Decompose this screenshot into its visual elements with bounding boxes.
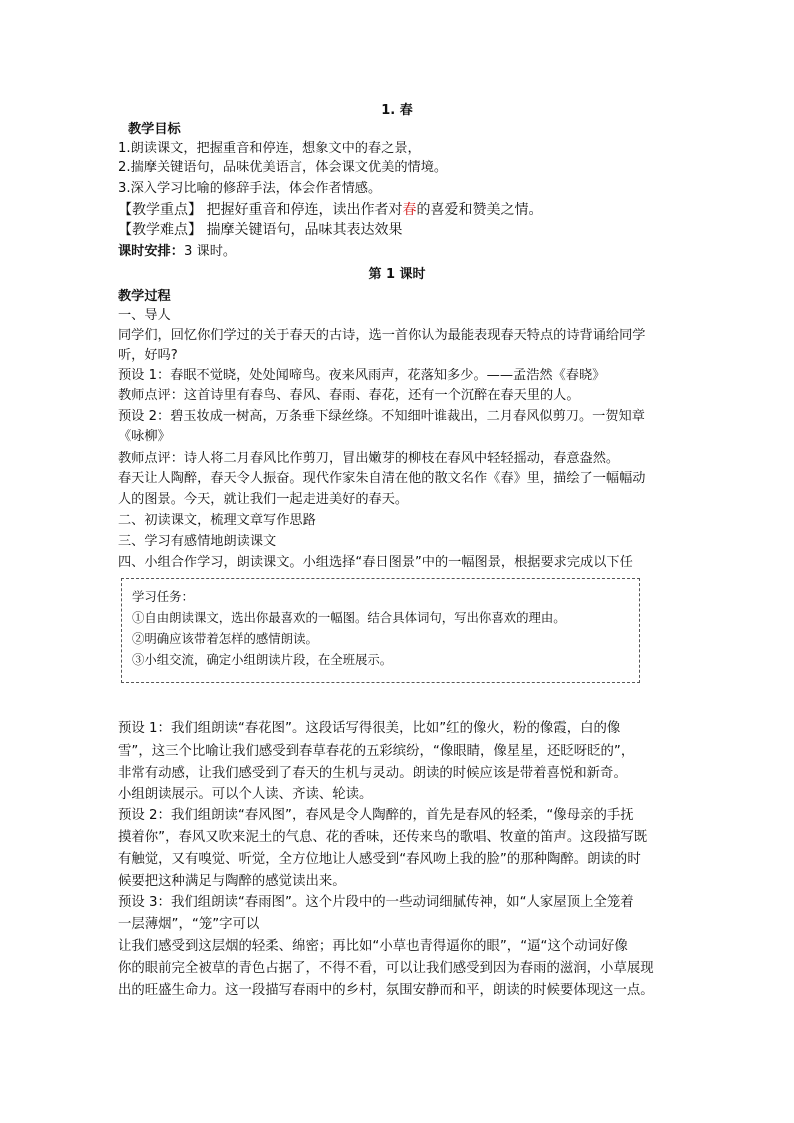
discussion-line: 摸着你”，春风又吹来泥土的气息、花的香味，还传来鸟的歌唱、牧童的笛声。这段描写既 xyxy=(118,830,648,845)
discussion-line: 有触觉，又有嗅觉、听觉，全方位地让人感受到“春风吻上我的脸”的那种陶醉。朗读的时 xyxy=(118,852,641,867)
task-item-1: ①自由朗读课文，选出你最喜欢的一幅图。结合具体词句，写出你喜欢的理由。 xyxy=(132,610,566,625)
lead-text: 春天让人陶醉，春天令人振奋。现代作家朱自清在他的散文名作《春》里，描绘了一幅幅动 xyxy=(118,471,646,486)
discussion-line: 小组朗读展示。可以个人读、齐读、轮读。 xyxy=(118,787,373,802)
difficulty-text: 揣摩关键语句，品味其表达效果 xyxy=(202,222,403,238)
objective-item-3: 3.深入学习比喻的修辞手法，体会作者情感。 xyxy=(118,181,382,196)
intro-text: 同学们，回忆你们学过的关于春天的古诗，选一首你认为最能表现春天特点的诗背诵给同学 xyxy=(118,328,646,343)
preset-2-cont: 《咏柳》 xyxy=(118,429,171,444)
process-heading: 教学过程 xyxy=(118,289,171,304)
discussion-line: 预设 2：我们组朗读“春风图”，春风是令人陶醉的，首先是春风的轻柔，“像母亲的手抚 xyxy=(118,808,634,823)
discussion-line: 预设 1：我们组朗读“春花图”。这段话写得很美，比如”红的像火，粉的像霞，白的像 xyxy=(118,721,621,736)
discussion-line: 让我们感受到这层烟的轻柔、绵密；再比如“小草也青得逼你的眼”，“逼“这个动词好像 xyxy=(118,939,628,954)
task-item-2: ②明确应该带着怎样的感情朗读。 xyxy=(132,631,318,646)
discussion-line: 一层薄烟”，“笼”字可以 xyxy=(118,917,260,932)
objectives-heading: 教学目标 xyxy=(128,122,181,137)
schedule-line xyxy=(118,242,678,261)
lead-text-cont: 人的图景。今天，就让我们一起走进美好的春天。 xyxy=(118,492,409,507)
section-intro: 一、导人 xyxy=(118,308,171,323)
objective-item-2: 2.揣摩关键语句，品味优美语言，体会课文优美的情境。 xyxy=(118,160,448,175)
schedule-label: 课时安排： xyxy=(118,244,184,259)
task-item-3: ③小组交流，确定小组朗读片段，在全班展示。 xyxy=(132,652,393,667)
comment-2: 教师点评：诗人将二月春风比作剪刀，冒出嫩芽的柳枝在春风中轻轻摇动，春意盎然。 xyxy=(118,451,620,466)
preset-2: 预设 2：碧玉妆成一树高，万条垂下绿丝绦。不知细叶谁裁出，二月春风似剪刀。一贺知章 xyxy=(118,409,645,424)
discussion-line: 你的眼前完全被草的青色占据了，不得不看，可以让我们感受到因为春雨的滋润，小草展现 xyxy=(118,961,654,976)
difficulty-label: 【教学难点】 xyxy=(118,222,202,238)
section-emotional-reading: 三、学习有感情地朗读课文 xyxy=(118,534,277,549)
objective-item-1: 1.朗读课文，把握重音和停连，想象文中的春之景， xyxy=(118,141,421,156)
document-title: 1. 春 xyxy=(381,103,413,118)
discussion-line: 雪”，这三个比喻让我们感受到春草春花的五彩缤纷，“像眼睛，像星星，还眨呀眨的”， xyxy=(118,744,635,759)
intro-text-cont: 听，好吗? xyxy=(118,348,178,363)
comment-1: 教师点评：这首诗里有春鸟、春风、春雨、春花，还有一个沉醉在春天里的人。 xyxy=(118,388,580,403)
section-first-reading: 二、初读课文，梳理文章写作思路 xyxy=(118,513,316,528)
key-point-line xyxy=(118,201,678,220)
section-group-study: 四、小组合作学习，朗读课文。小组选择“春日图景”中的一幅图景，根据要求完成以下任 xyxy=(118,555,633,570)
discussion-line: 预设 3：我们组朗读“春雨图”。这个片段中的一些动词细腻传神，如“人家屋顶上全笼着 xyxy=(118,895,634,910)
difficulty-line xyxy=(118,221,678,240)
key-point-text-end: 的喜爱和赞美之情。 xyxy=(416,202,543,218)
key-point-highlight: 春 xyxy=(402,202,417,218)
lesson-heading: 第 1 课时 xyxy=(368,267,426,282)
task-box-label: 学习任务： xyxy=(132,589,194,604)
preset-1: 预设 1：春眠不觉晓，处处闻啼鸟。夜来风雨声，花落知多少。——孟浩然《春晓》 xyxy=(118,368,606,383)
discussion-line: 候要把这种满足与陶醉的感觉读出来。 xyxy=(118,874,346,889)
discussion-line: 非常有动感，让我们感受到了春天的生机与灵动。朗读的时候应该是带着喜悦和新奇。 xyxy=(118,766,627,781)
schedule-value: 3 课时。 xyxy=(183,244,237,259)
key-point-text: 把握好重音和停连，读出作者对 xyxy=(202,202,403,218)
key-point-label: 【教学重点】 xyxy=(118,202,202,218)
discussion-line: 出的旺盛生命力。这一段描写春雨中的乡村，氛围安静而和平，朗读的时候要体现这一点。 xyxy=(118,983,654,998)
